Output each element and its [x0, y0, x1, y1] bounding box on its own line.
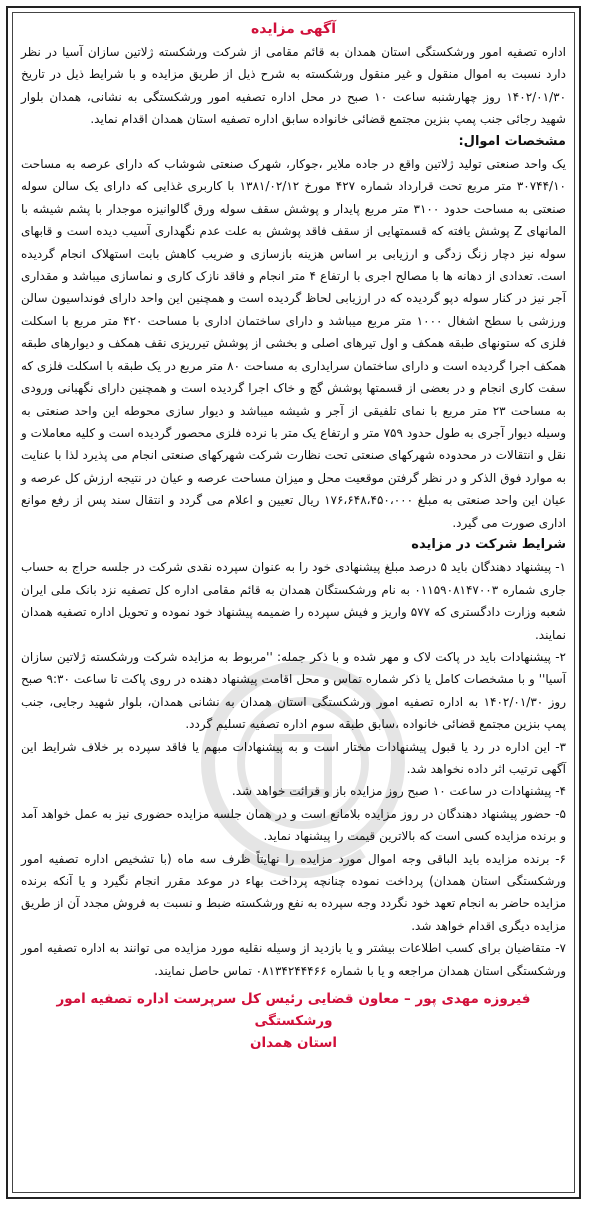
condition-item-3: ۳- این اداره در رد یا قبول پیشنهادات مختار است و به پیشنهادات مبهم یا فاقد سپرده بر خلاف شرایط این آگهی ترتیب اثر داده نخواهد شد.: [21, 739, 566, 776]
signature-line-2: استان همدان: [249, 1035, 338, 1052]
notice-frame: [12, 12, 575, 1193]
notice-title: آگهی مزایده: [250, 21, 336, 37]
specs-paragraph: یک واحد صنعتی تولید ژلاتین واقع در جاده ملایر ،جوکار، شهرک صنعتی شوشاب که دارای عرصه به مساحت ۳۰۷۴۴/۱۰ متر مربع تحت قرارداد شماره ۴۲۷ مورخ ۱۳۸۱/۰۲/۱۲ با کاربری غذایی که دارای یک سالن سوله صنعتی به مساحت حدود ۳۱۰۰ متر مربع پایدار و پوشش سقف سوله ورق گالوانیزه موجدار با پشم شیشه با المانهای Z پوشش یافته که قسمتهایی از سقف فاقد پوشش به علت عدم نگهداری آسیب دیده است و قابهای سوله نیز دچار زنگ زدگی و ارزیابی بر اساس هزینه بازسازی و ضریب کاهش بابت استهلاک انجام گردیده است. تعدادی از دهانه ها با مصالح اجری با ارتفاع ۴ متر انجام و فاقد نازک کاری و نماسازی میباشد و مقداری آجر نیز در کنار سوله دپو گردیده که در ارزیابی لحاظ گردیده است و همچنین این واحد دارای فونداسیون سالن ورزشی با سطح اشغال ۱۰۰۰ متر مربع میباشد و دارای ساختمان اداری با مساحت ۴۲۰ متر مربع با اسکلت فلزی که ستونهای طبقه همکف و اول تیرهای اصلی و بخشی از پوشش تیرریزی نقف همکف و دیوارهای طبقه همکف اجرا گردیده است و دارای ساختمان سرایداری به مساحت ۸۰ متر مربع در یک طبقه با اسکلت فلزی که سفت کاری انجام و در بعضی از قسمتها پوشش گچ و خاک اجرا گردیده است و همچنین دارای نگهبانی ورودی به مساحت ۲۳ متر مربع با نمای تلفیقی از آجر و شیشه میباشد و دیوار سازی محوطه این واحد صنعتی به وسیله دیوار آجری به طول حدود ۷۵۹ متر و ارتفاع یک متر با نرده فلزی محصور گردیده است و کلیه معاملات و نقل و انتقالات در محدوده شهرکهای صنعتی تحت نظارت شرکت شهرکهای صنعتی انجام می پذیرد لذا با عنایت به موارد فوق الذکر و در نظر گرفتن موقعیت محل و میزان مساحت عرصه و عیان در نتیجه ارزش کل عرصه و عیان این واحد صنعتی به مبلغ ۱۷۶،۶۴۸،۴۵۰،۰۰۰ ریال تعیین و اعلام می گردد و انتقال سند پس از رفع موانع اداری صورت می گیرد.: [21, 157, 567, 530]
signature: [21, 988, 566, 1054]
condition-item-2: ۲- پیشنهادات باید در پاکت لاک و مهر شده و با ذکر جمله: ''مربوط به مزایده شرکت ورشکسته ژلاتین سازان آسیا'' و با مشخصات کامل یا ذکر شماره تماس و محل اقامت پیشنهاد دهنده در روی پاکت تا ساعت ۹:۳۰ صبح روز ۱۴۰۲/۰۱/۳۰ به اداره تصفیه امور ورشکستگی استان همدان به نشانی همدان، بلوار شهید رجایی، جنب پمپ بنزین مجتمع قضائی خانواده ،سابق طبقه سوم اداره تصفیه تسلیم گردد.: [21, 649, 567, 732]
conditions-heading: شرایط شرکت در مزایده: [411, 536, 566, 552]
condition-item-4: ۴- پیشنهادات در ساعت ۱۰ صبح روز مزایده باز و قرائت خواهد شد.: [231, 784, 566, 799]
condition-item-7: ۷- متقاضیان برای کسب اطلاعات بیشتر و یا بازدید از وسیله نقلیه مورد مزایده می توانند به اداره تصفیه امور ورشکستگی استان همدان مراجعه و یا با شماره ۰۸۱۳۴۲۴۴۴۶۶ تماس حاصل نمایند.: [21, 941, 566, 978]
intro-paragraph: اداره تصفیه امور ورشکستگی استان همدان به قائم مقامی از شرکت ورشکسته ژلاتین سازان آسیا در نظر دارد نسبت به اموال منقول و غیر منقول ورشکسته به شرح ذیل از طریق مزایده و با شرایط ذیل در تاریخ ۱۴۰۲/۰۱/۳۰ روز چهارشنبه ساعت ۱۰ صبح در محل اداره تصفیه امور ورشکستگی به نشانی، همدان بلوار شهید رجائی جنب پمپ بنزین مجتمع قضائی خانواده سابق اداره تصفیه استان همدان اقدام نماید.: [21, 45, 567, 127]
condition-item-6: ۶- برنده مزایده باید الباقی وجه اموال مورد مزایده را نهایتاً ظرف سه ماه (با تشخیص اداره تصفیه امور ورشکستگی استان همدان) پرداخت نموده چنانچه پرداخت بهاء در موعد مقرر انجام نگیرد و یا آنکه برنده مزایده حاضر به انجام تعهد خود نگردد وجه سپرده به نفع ورشکسته ضبط و نسبت به فروش مجدد آن از طریق مزایده دیگری اقدام خواهد شد.: [21, 851, 566, 933]
signature-line-1: فیروزه مهدی پور – معاون قضایی رئیس کل سرپرست اداره تصفیه امور ورشکستگی: [56, 991, 531, 1030]
condition-item-5: ۵- حضور پیشنهاد دهندگان در روز مزایده بلامانع است و در همان جلسه مزایده حضوری نیز به عمل خواهد آمد و برنده مزایده کسی است که بالاترین قیمت را پیشنهاد نماید.: [21, 806, 566, 844]
notice-content: [13, 13, 574, 1058]
notice-page: [6, 6, 581, 1199]
specs-heading: مشخصات اموال:: [458, 133, 566, 149]
condition-item-1: ۱- پیشنهاد دهندگان باید ۵ درصد مبلغ پیشنهادی خود را به عنوان سپرده نقدی شرکت در جلسه حراج به حساب جاری شماره ۰۱۱۵۹۰۸۱۴۷۰۰۳ به نام ورشکستگان همدان به قائم مقامی اداره کل تصفیه نزد بانک ملی ایران شعبه وزارت دادگستری که ۵۷۷ واریز و فیش سپرده را ضمیمه پیشنهاد خود نموده و تحویل اداره تصفیه همدان نمایند.: [21, 560, 566, 642]
